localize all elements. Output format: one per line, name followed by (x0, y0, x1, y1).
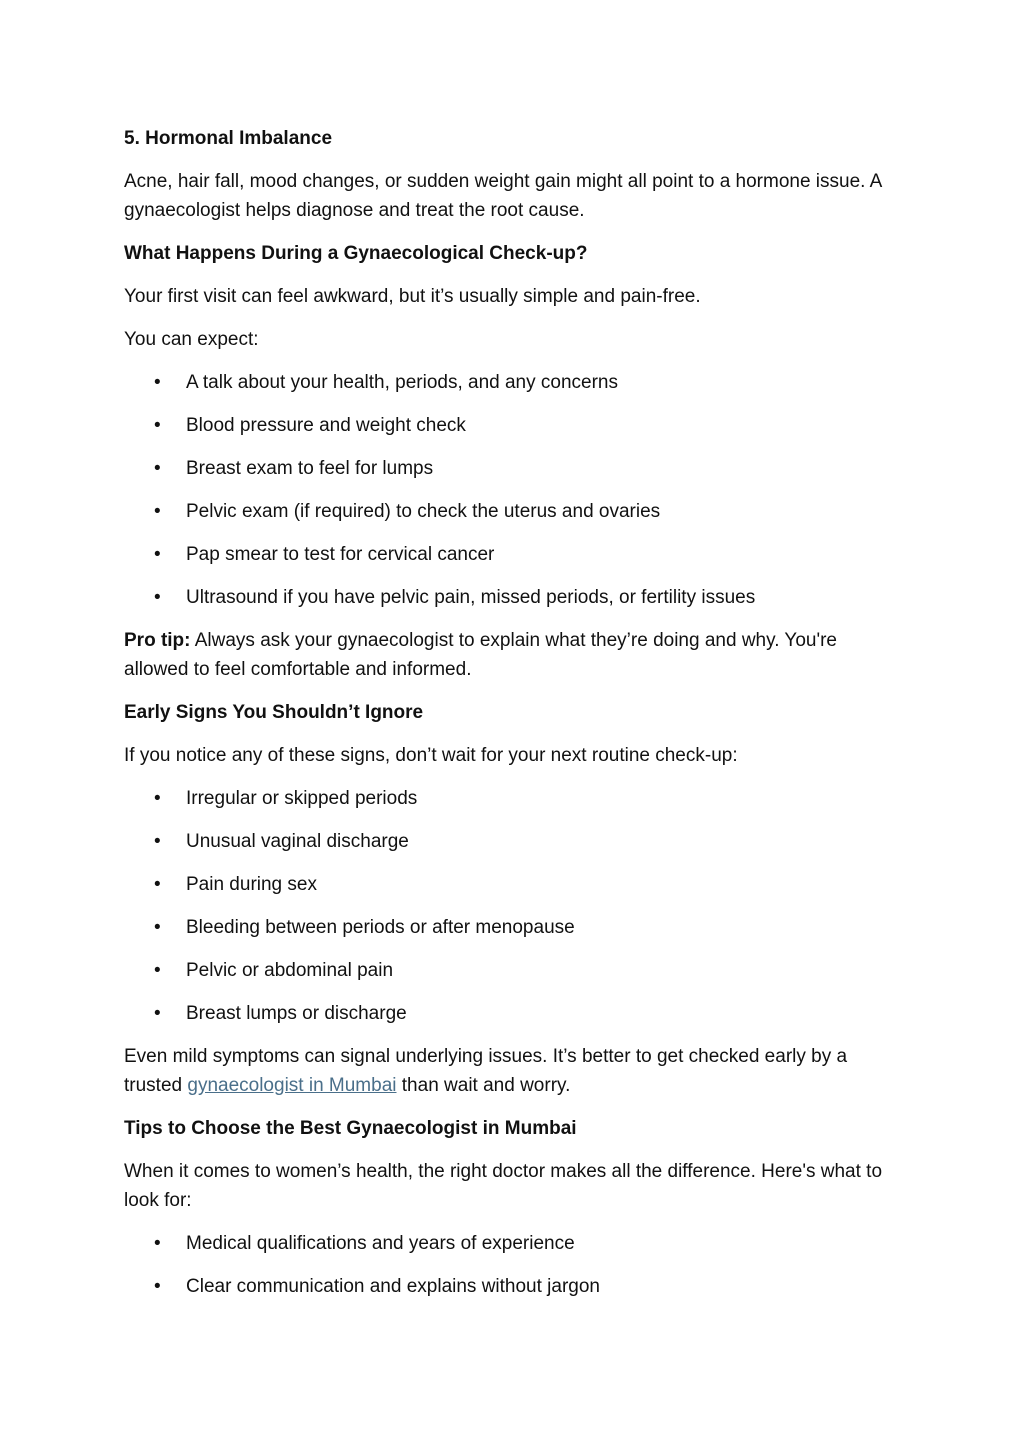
early-signs-intro: If you notice any of these signs, don’t wait for your next routine check-up: (124, 745, 738, 766)
bullet-icon: • (154, 874, 161, 895)
hormonal-imbalance-heading: 5. Hormonal Imbalance (124, 128, 333, 149)
list-item-text: Irregular or skipped periods (186, 788, 418, 809)
list-item (124, 583, 904, 612)
list-item (124, 956, 904, 985)
choose-gynaecologist-heading: Tips to Choose the Best Gynaecologist in Mumbai (124, 1118, 577, 1139)
list-item (124, 454, 904, 483)
bullet-icon: • (154, 1276, 161, 1297)
checkup-intro: Your first visit can feel awkward, but it’s usually simple and pain-free. (124, 286, 701, 307)
list-item (124, 368, 904, 397)
list-item-text: Ultrasound if you have pelvic pain, missed periods, or fertility issues (186, 587, 756, 608)
pro-tip-paragraph (124, 626, 904, 684)
choose-gynaecologist-intro: When it comes to women’s health, the right doctor makes all the difference. Here's what to look for: (124, 1161, 883, 1211)
list-item (124, 497, 904, 526)
list-item-text: Pain during sex (186, 874, 317, 895)
list-item-text: Breast exam to feel for lumps (186, 458, 434, 479)
list-item (124, 540, 904, 569)
closing-text-before: Even mild symptoms can signal underlying issues. It’s better to get checked early by a trusted (124, 1046, 848, 1096)
bullet-icon: • (154, 1003, 161, 1024)
bullet-icon: • (154, 1233, 161, 1254)
bullet-icon: • (154, 587, 161, 608)
bullet-icon: • (154, 372, 161, 393)
list-item-text: Breast lumps or discharge (186, 1003, 407, 1024)
bullet-icon: • (154, 458, 161, 479)
list-item (124, 1272, 904, 1301)
document-page (124, 124, 904, 1315)
closing-text-after: than wait and worry. (396, 1075, 571, 1096)
list-item (124, 411, 904, 440)
list-item-text: Unusual vaginal discharge (186, 831, 409, 852)
bullet-icon: • (154, 917, 161, 938)
list-item-text: Pelvic or abdominal pain (186, 960, 394, 981)
list-item-text: Blood pressure and weight check (186, 415, 466, 436)
list-item-text: Bleeding between periods or after menopause (186, 917, 575, 938)
bullet-icon: • (154, 415, 161, 436)
pro-tip-label: Pro tip: (124, 630, 191, 651)
gynaecologist-mumbai-link[interactable]: gynaecologist in Mumbai (187, 1075, 397, 1096)
checkup-heading: What Happens During a Gynaecological Check-up? (124, 243, 588, 264)
list-item (124, 1229, 904, 1258)
checkup-expect-label: You can expect: (124, 329, 259, 350)
list-item (124, 827, 904, 856)
bullet-icon: • (154, 960, 161, 981)
early-signs-heading: Early Signs You Shouldn’t Ignore (124, 702, 424, 723)
hormonal-imbalance-text: Acne, hair fall, mood changes, or sudden weight gain might all point to a hormone issue. A gynaecologist helps diagnose and treat the root cause. (124, 171, 882, 221)
list-item-text: Pelvic exam (if required) to check the uterus and ovaries (186, 501, 661, 522)
choose-gynaecologist-list (124, 1229, 904, 1301)
list-item (124, 870, 904, 899)
list-item-text: Medical qualifications and years of experience (186, 1233, 575, 1254)
bullet-icon: • (154, 501, 161, 522)
bullet-icon: • (154, 544, 161, 565)
list-item-text: Pap smear to test for cervical cancer (186, 544, 495, 565)
list-item-text: A talk about your health, periods, and any concerns (186, 372, 618, 393)
closing-paragraph (124, 1042, 904, 1100)
pro-tip-text: Always ask your gynaecologist to explain what they’re doing and why. You're allowed to feel comfortable and informed. (124, 630, 838, 680)
early-signs-list (124, 784, 904, 1028)
bullet-icon: • (154, 831, 161, 852)
list-item (124, 913, 904, 942)
checkup-list (124, 368, 904, 612)
list-item (124, 784, 904, 813)
bullet-icon: • (154, 788, 161, 809)
list-item (124, 999, 904, 1028)
list-item-text: Clear communication and explains without jargon (186, 1276, 601, 1297)
